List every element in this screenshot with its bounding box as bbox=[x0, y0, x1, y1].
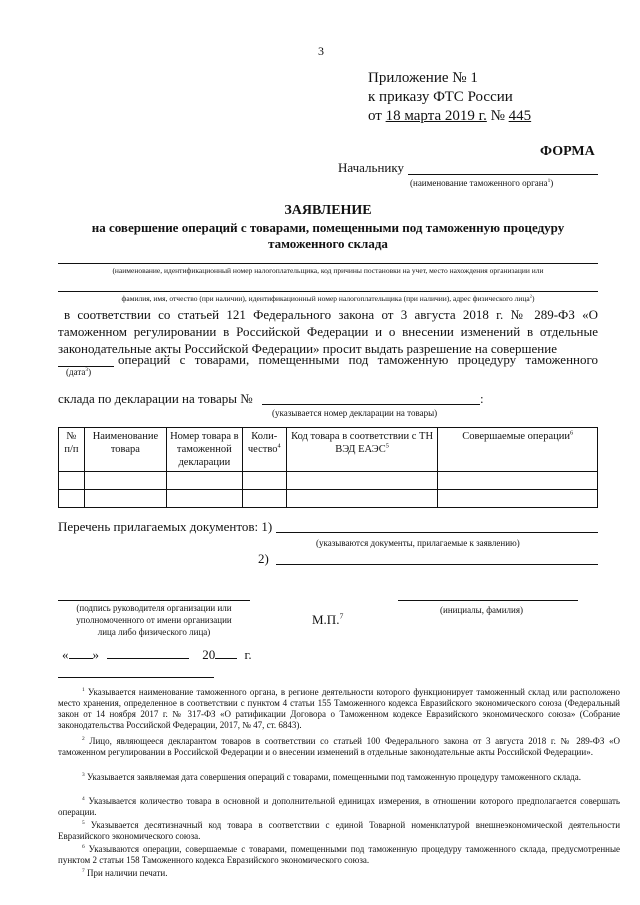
footnote-3: $^3$ Указывается заявляемая дата совершения операций с товарами, помещенными под таможенную процедуру таможенного склада. bbox=[82, 772, 581, 782]
addressee-line bbox=[408, 174, 598, 175]
footnote-7: $^7$ При наличии печати. bbox=[82, 868, 168, 878]
table-row bbox=[59, 472, 598, 490]
title-main: ЗАЯВЛЕНИЕ bbox=[284, 203, 372, 218]
date-caption: (дата$^3$) bbox=[66, 367, 92, 377]
documents-label: Перечень прилагаемых документов: 1) bbox=[58, 519, 273, 534]
warehouse-declaration-text: склада по декларации на товары № bbox=[58, 391, 253, 406]
applicant-caption-2: фамилия, имя, отчество (при наличии), идентификационный номер налогоплательщика (при наличии), адрес физического лица$^2$) bbox=[121, 293, 535, 303]
declaration-caption: (указывается номер декларации на товары) bbox=[272, 408, 438, 418]
col-hs-code: Код товара в соответствии с ТН ВЭД ЕАЭС$^5$ bbox=[286, 428, 438, 472]
signature-date: « » 20 г. bbox=[62, 647, 252, 662]
document-2-label: 2) bbox=[258, 551, 269, 566]
document-2-line bbox=[276, 564, 598, 565]
order-number-sign: № bbox=[490, 108, 505, 124]
col-quantity: Коли-чество$^4$ bbox=[242, 428, 286, 472]
footnote-separator bbox=[58, 677, 214, 678]
initials-line bbox=[398, 600, 578, 601]
page-number: 3 bbox=[318, 44, 324, 58]
title-subtitle-line1: на совершение операций с товарами, помещенными под таможенную процедуру bbox=[91, 220, 565, 235]
appendix-label: Приложение № 1 bbox=[368, 70, 478, 86]
order-date-line bbox=[368, 108, 531, 125]
documents-caption: (указываются документы, прилагаемые к заявлению) bbox=[316, 538, 520, 548]
order-reference: к приказу ФТС России bbox=[368, 89, 513, 105]
addressee-caption: (наименование таможенного органа$^1$) bbox=[410, 178, 554, 188]
signature-caption-3: лица либо физического лица) bbox=[97, 627, 211, 637]
col-number: № п/п bbox=[59, 428, 85, 472]
footnote-5: $^5$ Указывается десятизначный код товара в соответствии с единой Товарной номенклатурой внешнеэкономической деятельности Евразийского экономического союза. bbox=[58, 820, 621, 841]
applicant-line-2 bbox=[58, 291, 598, 292]
initials-caption: (инициалы, фамилия) bbox=[440, 605, 523, 615]
col-declaration-item: Номер товара в таможенной декларации bbox=[166, 428, 242, 472]
footnote-2: $^2$ Лицо, являющееся декларантом товаров в соответствии со статьей 100 Федерального закона от 3 августа 2018 г. № 289-ФЗ «О таможенном регулировании в Российской Федерации и о внесении изменений в отдельные законодательные акты Российской Федерации». bbox=[58, 736, 620, 757]
order-date: 18 марта 2019 г. bbox=[385, 108, 487, 124]
table-row bbox=[59, 490, 598, 508]
operations-text: операций с товарами, помещенными под таможенную процедуру таможенного bbox=[118, 352, 598, 367]
goods-table bbox=[58, 427, 598, 508]
signature-caption-2: уполномоченного от имени организации bbox=[76, 615, 232, 625]
declaration-colon: : bbox=[480, 391, 484, 406]
col-goods-name: Наименование товара bbox=[84, 428, 166, 472]
declaration-number-line bbox=[262, 404, 480, 405]
request-paragraph: в соответствии со статьей 121 Федерального закона от 3 августа 2018 г. № 289-ФЗ «О таможенном регулировании в Российской Федерации и о внесении изменений в отдельные законодательные акты Российской Федерации» просит выдать разрешение на совершение bbox=[58, 307, 598, 356]
document-1-line bbox=[276, 532, 598, 533]
signature-caption-1: (подпись руководителя организации или bbox=[76, 603, 232, 613]
addressee-label: Начальнику bbox=[338, 160, 405, 175]
applicant-caption-1: (наименование, идентификационный номер налогоплательщика, код причины постановки на учет, место нахождения организации или bbox=[112, 266, 544, 275]
order-date-prefix: от bbox=[368, 108, 382, 124]
footnote-1: $^1$ Указывается наименование таможенного органа, в регионе деятельности которого функционирует таможенный склад или расположено место хранения, определенное в соответствии с пунктом 4 статьи 155 Таможенного кодекса Евразийского экономического союза (Федеральный закон от 14 ноября 2017 г. № 317-ФЗ «О ратификации Договора о Таможенном кодексе Евразийского экономического союза» (Собрание законодательства Российской Федерации, 2017, № 47, ст. 6843). bbox=[58, 687, 621, 730]
col-operations: Совершаемые операции$^6$ bbox=[438, 428, 598, 472]
form-label: ФОРМА bbox=[540, 144, 595, 159]
applicant-line-1 bbox=[58, 263, 598, 264]
order-number: 445 bbox=[508, 108, 532, 124]
footnote-4: $^4$ Указывается количество товара в основной и дополнительной единицах измерения, в отношении которого предполагается совершать операции. bbox=[58, 796, 620, 817]
table-header-row bbox=[59, 428, 598, 472]
footnote-6: $^6$ Указываются операции, совершаемые с товарами, помещенными под таможенную процедуру таможенного склада, предусмотренные пунктом 2 статьи 158 Таможенного кодекса Евразийского экономического союза. bbox=[58, 844, 621, 865]
seal-mark: М.П.$^7$ bbox=[312, 611, 344, 627]
title-subtitle-line2: таможенного склада bbox=[268, 236, 388, 251]
signature-line bbox=[58, 600, 250, 601]
